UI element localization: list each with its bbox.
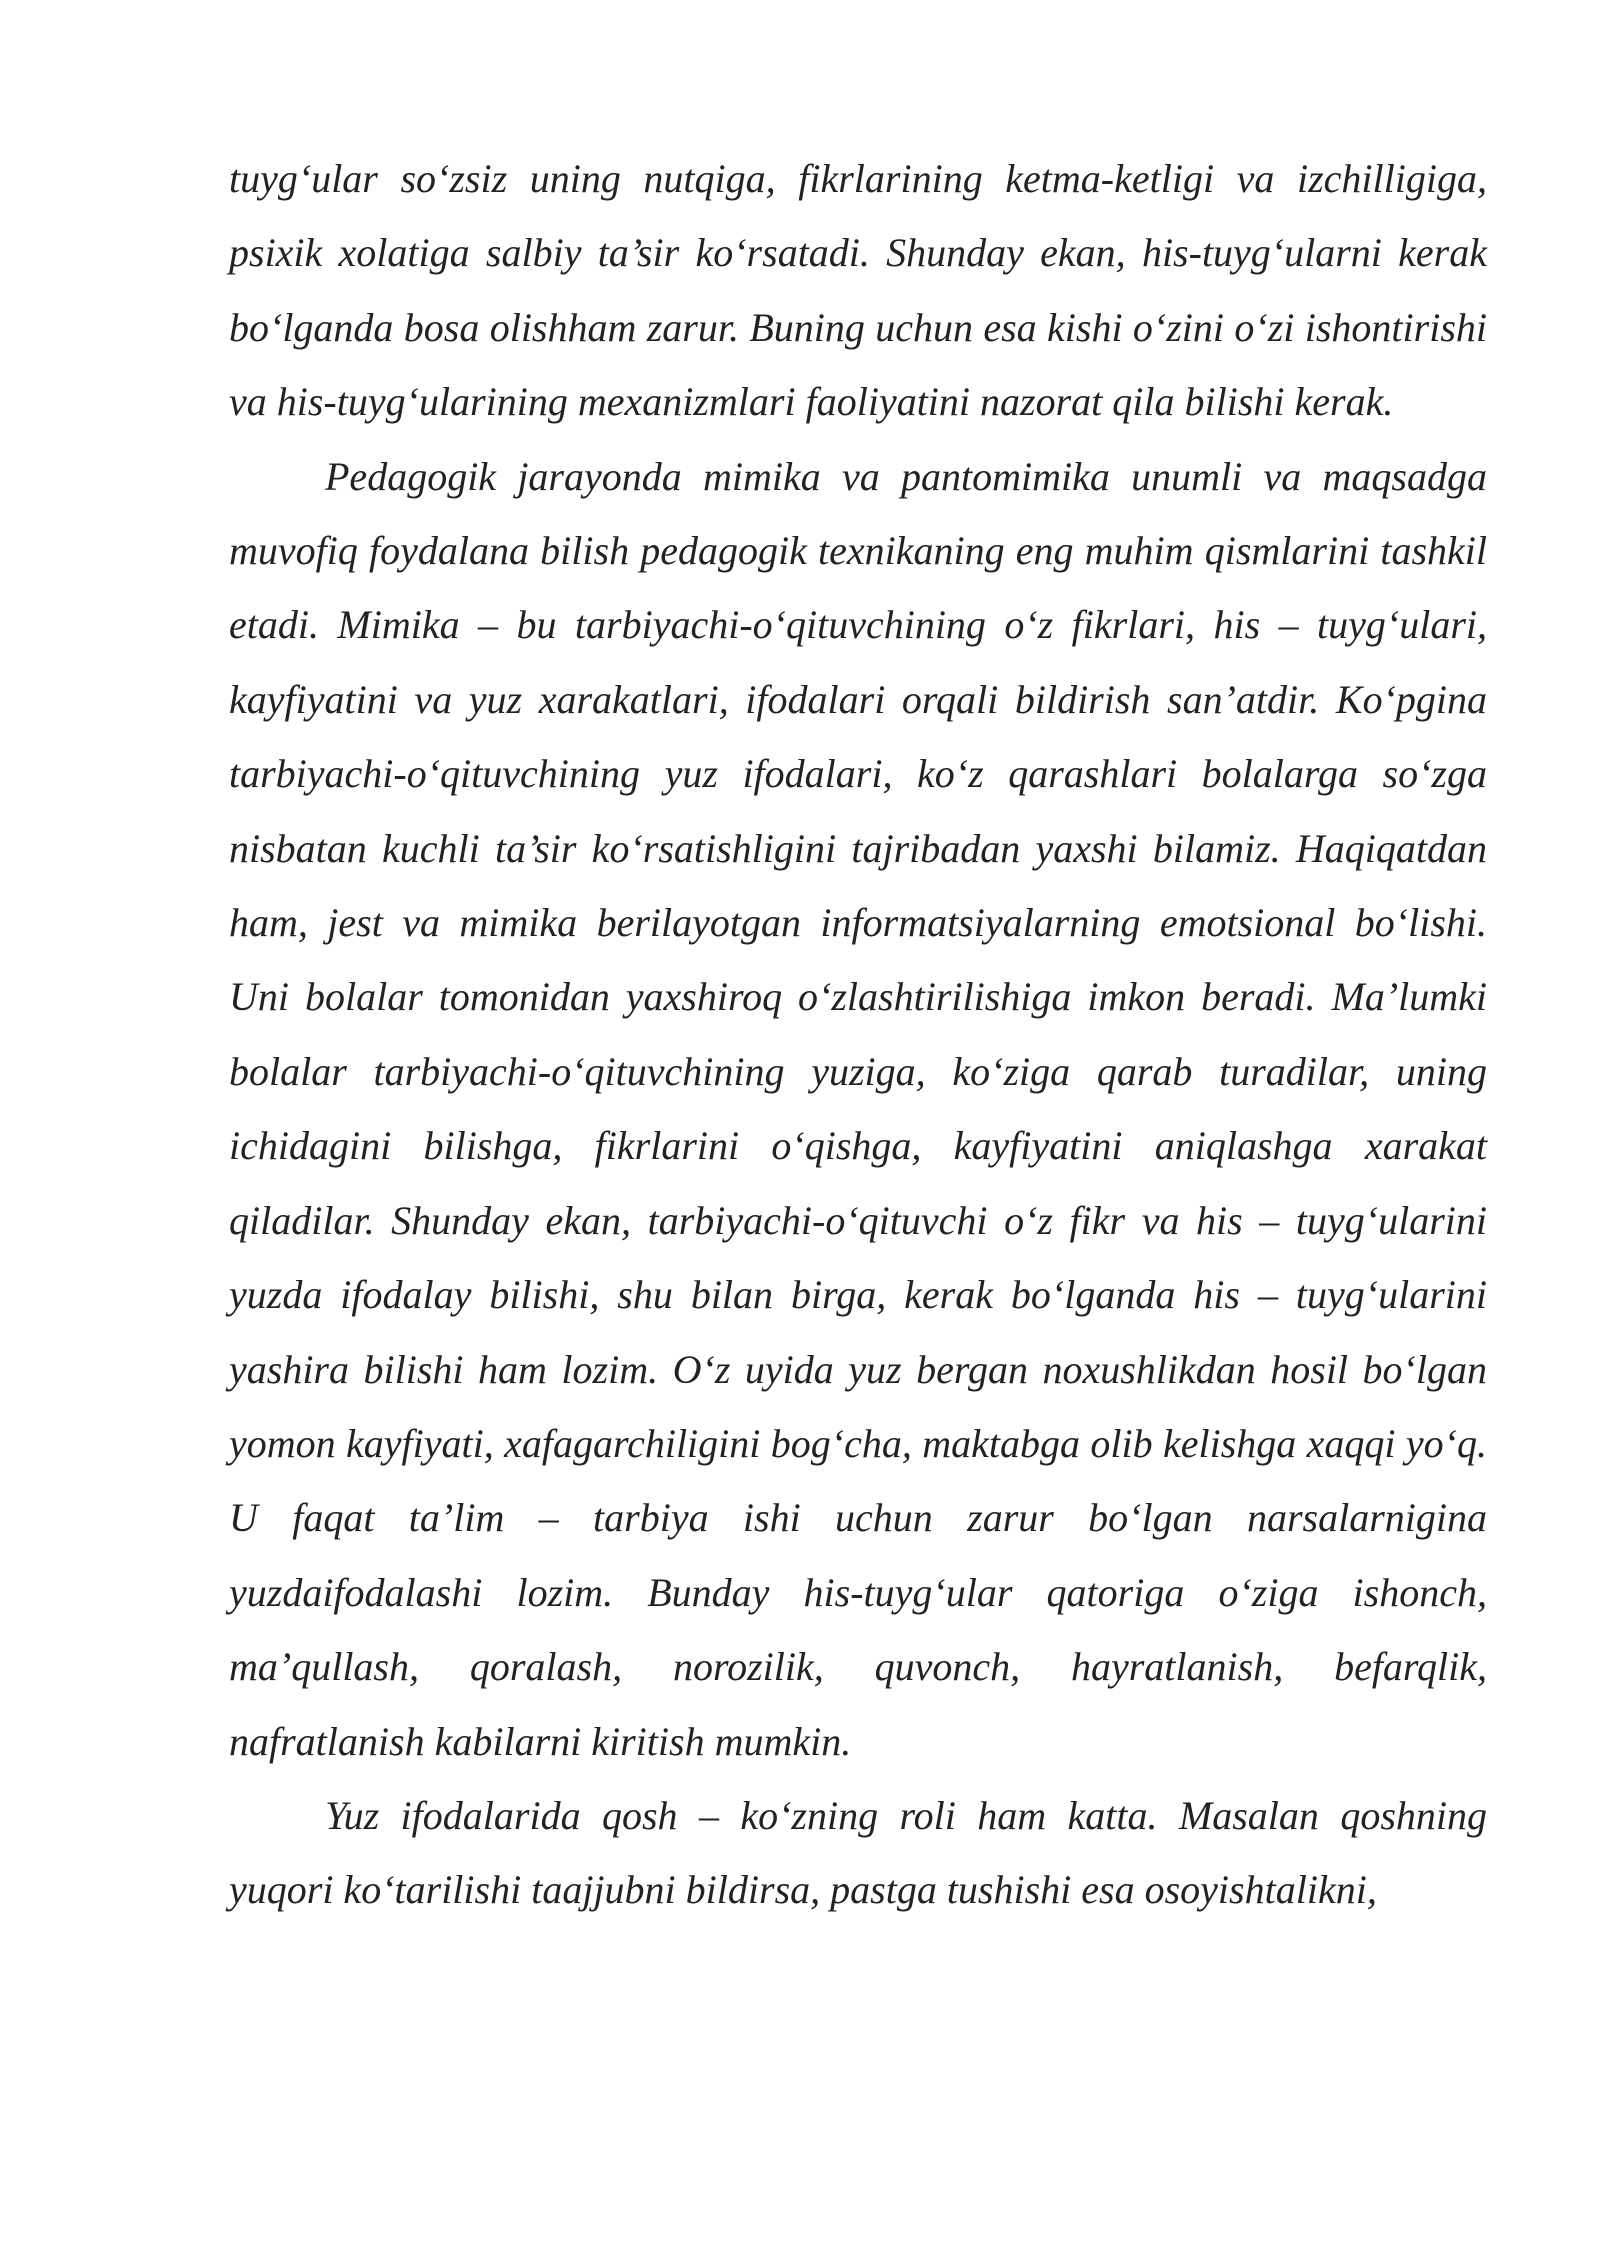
paragraph-qosh-kuz: Yuz ifodalarida qosh – ko‘zning roli ham katta. Masalan qoshning yuqori ko‘tarilishi taajjubni bildirsa, pastga tushishi esa osoyishtalikni, <box>229 1792 1487 1913</box>
body-text <box>229 142 1487 1928</box>
paragraph-continuation: tuyg‘ular so‘zsiz uning nutqiga, fikrlarining ketma-ketligi va izchilligiga, psixik xolatiga salbiy ta’sir ko‘rsatadi. Shunday ekan, his-tuyg‘ularni kerak bo‘lganda bosa olishham zarur. Buning uchun esa kishi o‘zini o‘zi ishontirishi va his-tuyg‘ularining mexanizmlari faoliyatini nazorat qila bilishi kerak. <box>229 156 1487 425</box>
paragraph-mimika: Pedagogik jarayonda mimika va pantomimika unumli va maqsadga muvofiq foydalana bilish pedagogik texnikaning eng muhim qismlarini tashkil etadi. Mimika – bu tarbiyachi-o‘qituvchining o‘z fikrlari, his – tuyg‘ulari, kayfiyatini va yuz xarakatlari, ifodalari orqali bildirish san’atdir. Ko‘pgina tarbiyachi-o‘qituvchining yuz ifodalari, ko‘z qarashlari bolalarga so‘zga nisbatan kuchli ta’sir ko‘rsatishligini tajribadan yaxshi bilamiz. Haqiqatdan ham, jest va mimika berilayotgan informatsiyalarning emotsional bo‘lishi. Uni bolalar tomonidan yaxshiroq o‘zlashtirilishiga imkon beradi. Ma’lumki bolalar tarbiyachi-o‘qituvchining yuziga, ko‘ziga qarab turadilar, uning ichidagini bilishga, fikrlarini o‘qishga, kayfiyatini aniqlashga xarakat qiladilar. Shunday ekan, tarbiyachi-o‘qituvchi o‘z fikr va his – tuyg‘ularini yuzda ifodalay bilishi, shu bilan birga, kerak bo‘lganda his – tuyg‘ularini yashira bilishi ham lozim. O‘z uyida yuz bergan noxushlikdan hosil bo‘lgan yomon kayfiyati, xafagarchiligini bog‘cha, maktabga olib kelishga xaqqi yo‘q. U faqat ta’lim – tarbiya ishi uchun zarur bo‘lgan narsalarnigina yuzdaifodalashi lozim. Bunday his-tuyg‘ular qatoriga o‘ziga ishonch, ma’qullash, qoralash, norozilik, quvonch, hayratlanish, befarqlik, nafratlanish kabilarni kiritish mumkin. <box>229 453 1487 1764</box>
